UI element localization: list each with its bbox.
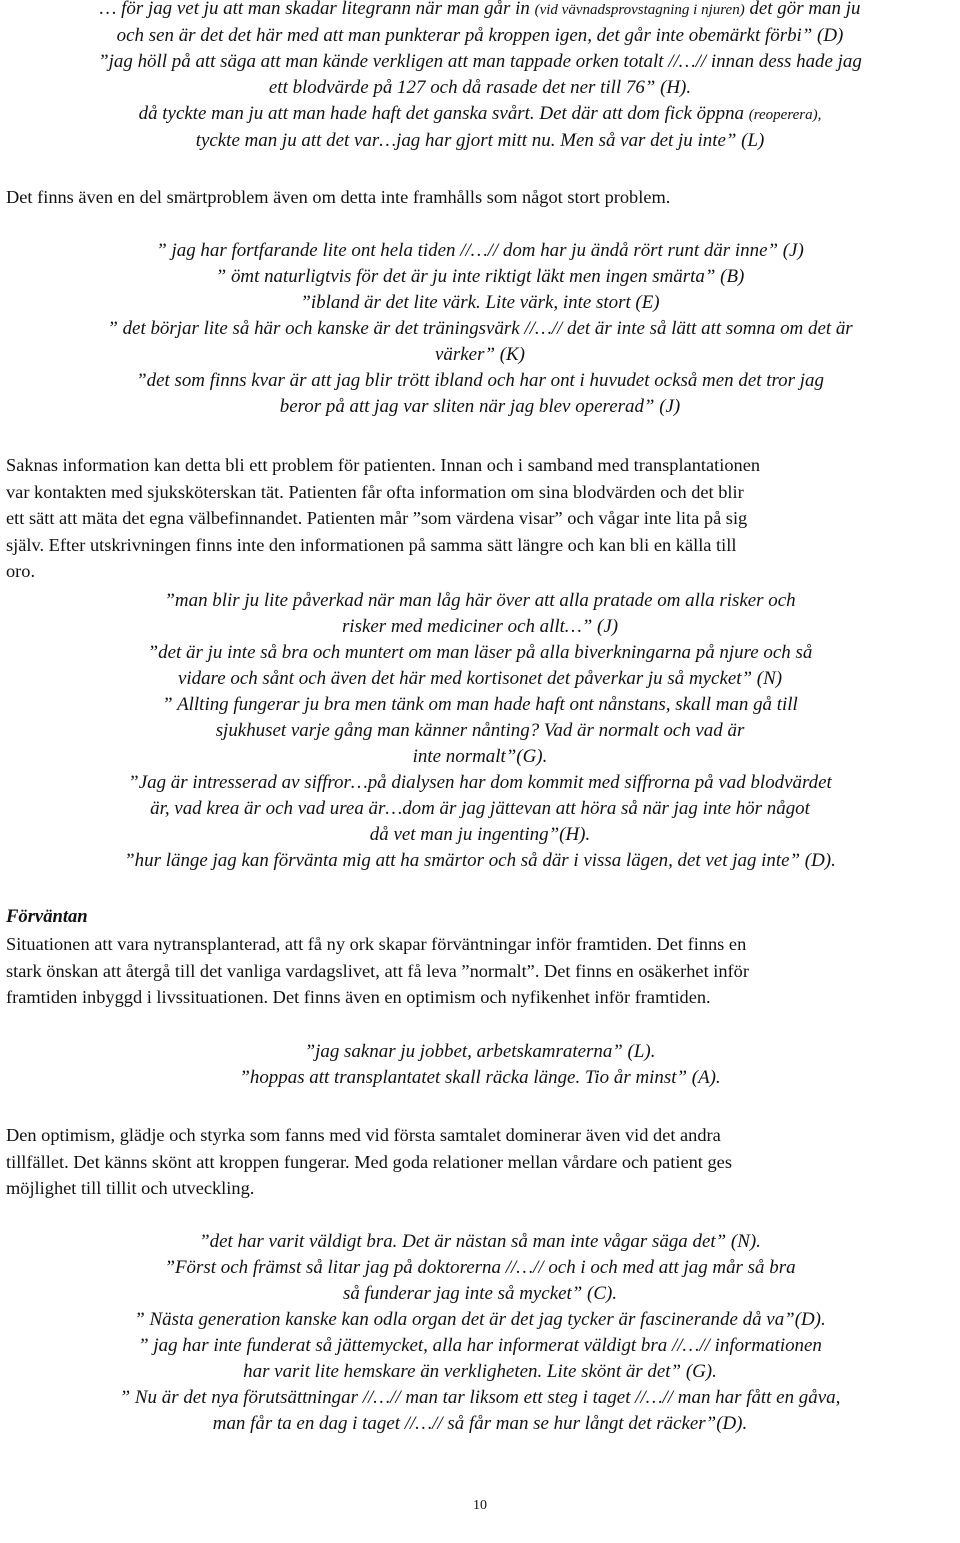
quote-block-4 (0, 1039, 960, 1091)
quote-text: då tyckte man ju att man hade haft det ganska svårt. Det där att dom fick öppna (138, 103, 749, 124)
quote-line: risker med mediciner och allt…” (J) (341, 616, 619, 637)
quote-line (0, 101, 960, 128)
quote-line: då vet man ju ingenting”(H). (369, 824, 591, 845)
paragraph-line: oro. (6, 561, 36, 581)
section-heading: Förväntan (6, 906, 88, 927)
paragraph-optimism (0, 1122, 960, 1202)
quote-line: vidare och sånt och även det här med kortisonet det påverkar ju så mycket” (N) (177, 668, 783, 689)
quote-block-1 (0, 0, 960, 154)
quote-line: man får ta en dag i taget //…// så får man se hur långt det räcker”(D). (212, 1413, 748, 1434)
quote-line: beror på att jag var sliten när jag blev opererad” (J) (279, 396, 681, 417)
paragraph-line: stark önskan att återgå till det vanliga vardagslivet, att få leva ”normalt”. Det finns en osäkerhet inför (6, 960, 749, 981)
paragraph-expectation (0, 931, 960, 1011)
quote-line: och sen är det det här med att man punkterar på kroppen igen, det går inte obemärkt förbi” (D) (116, 25, 844, 46)
quote-line: ” Allting fungerar ju bra men tänk om man hade haft ont nånstans, skall man gå till (162, 694, 798, 715)
quote-line: ”det är ju inte så bra och muntert om man läser på alla biverkningarna på njure och så (147, 642, 813, 663)
quote-line: ”hur länge jag kan förvänta mig att ha smärtor och så där i vissa lägen, det vet jag inte” (D). (124, 850, 836, 871)
quote-line: så funderar jag inte så mycket” (C). (342, 1283, 618, 1304)
quote-line: ”ibland är det lite värk. Lite värk, inte stort (E) (300, 292, 660, 313)
quote-line: är, vad krea är och vad urea är…dom är jag jättevan att höra så när jag inte hör något (150, 798, 810, 819)
paragraph-pain (0, 184, 960, 211)
paragraph-line: ett sätt att mäta det egna välbefinnandet. Patienten mår ”som värdena visar” och vågar inte lita på sig (6, 508, 748, 528)
paragraph-line: tillfället. Det känns skönt att kroppen fungerar. Med goda relationer mellan vårdare och patient ges (6, 1151, 732, 1172)
quote-line: ” det börjar lite så här och kanske är det träningsvärk //…// det är inte så lätt att somna om det är (107, 318, 853, 339)
quote-block-2 (0, 238, 960, 420)
quote-aside: (vid vävnadsprovstagning i njuren) (534, 2, 745, 18)
quote-line: ” Nästa generation kanske kan odla organ det är det jag tycker är fascinerande då va”(D). (134, 1309, 826, 1330)
paragraph-line: själv. Efter utskrivningen finns inte den informationen på samma sätt längre och kan bli en källa till (6, 534, 737, 555)
paragraph-line: Saknas information kan detta bli ett problem för patienten. Innan och i samband med transplantationen (6, 455, 761, 475)
quote-text: det gör man ju (744, 0, 861, 19)
quote-line: ” jag har inte funderat så jättemycket, alla har informerat väldigt bra //…// informationen (138, 1335, 822, 1356)
quote-line: ”det har varit väldigt bra. Det är nästan så man inte vågar säga det” (N). (199, 1231, 761, 1252)
quote-line: ”Jag är intresserad av siffror…på dialysen har dom kommit med siffrorna på vad blodvärdet (128, 772, 832, 793)
paragraph-line: möjlighet till tillit och utveckling. (6, 1178, 255, 1198)
quote-line (0, 0, 960, 23)
quote-line: värker” (K) (435, 344, 525, 365)
page-number: 10 (473, 1498, 487, 1513)
paragraph-line: framtiden inbyggd i livssituationen. Det finns även en optimism och nyfikenhet inför framtiden. (6, 987, 711, 1007)
quote-line: ” jag har fortfarande lite ont hela tiden //…// dom har ju ändå rört runt där inne” (J) (156, 240, 804, 261)
paragraph-information (0, 452, 960, 585)
quote-line: ” ömt naturligtvis för det är ju inte riktigt läkt men ingen smärta” (B) (215, 266, 745, 287)
paragraph-line: var kontakten med sjuksköterskan tät. Patienten får ofta information om sina blodvärden och det blir (6, 481, 744, 502)
quote-line: ”hoppas att transplantatet skall räcka länge. Tio år minst” (A). (239, 1067, 721, 1088)
quote-block-3 (0, 588, 960, 874)
quote-line: ” Nu är det nya förutsättningar //…// man tar liksom ett steg i taget //…// man har fått en gåva, (119, 1387, 841, 1408)
quote-line: ett blodvärde på 127 och då rasade det ner till 76” (H). (268, 77, 692, 98)
quote-line: ”Först och främst så litar jag på doktorerna //…// och i och med att jag mår så bra (164, 1257, 796, 1278)
paragraph-line: Den optimism, glädje och styrka som fanns med vid första samtalet dominerar även vid det andra (6, 1125, 721, 1145)
paragraph-line: Situationen att vara nytransplanterad, att få ny ork skapar förväntningar inför framtiden. Det finns en (6, 934, 747, 954)
quote-line: har varit lite hemskare än verkligheten. Lite skönt är det” (G). (243, 1361, 717, 1382)
quote-aside: (reoperera), (748, 107, 822, 123)
quote-line: tyckte man ju att det var…jag har gjort mitt nu. Men så var det ju inte” (L) (195, 130, 765, 151)
paragraph-line: Det finns även en del smärtproblem även om detta inte framhålls som något stort problem. (6, 187, 671, 207)
quote-block-5 (0, 1229, 960, 1437)
quote-line: ”jag höll på att säga att man kände verkligen att man tappade orken totalt //…// innan dess hade jag (98, 51, 862, 72)
quote-line: ”man blir ju lite påverkad när man låg här över att alla pratade om alla risker och (164, 590, 796, 611)
quote-line: inte normalt”(G). (412, 746, 548, 767)
quote-line: ”jag saknar ju jobbet, arbetskamraterna” (L). (304, 1041, 656, 1062)
quote-text: … för jag vet ju att man skadar litegrann när man går in (99, 0, 535, 19)
quote-line: sjukhuset varje gång man känner nånting? Vad är normalt och vad är (215, 720, 745, 741)
quote-line: ”det som finns kvar är att jag blir trött ibland och har ont i huvudet också men det tror jag (136, 370, 824, 391)
